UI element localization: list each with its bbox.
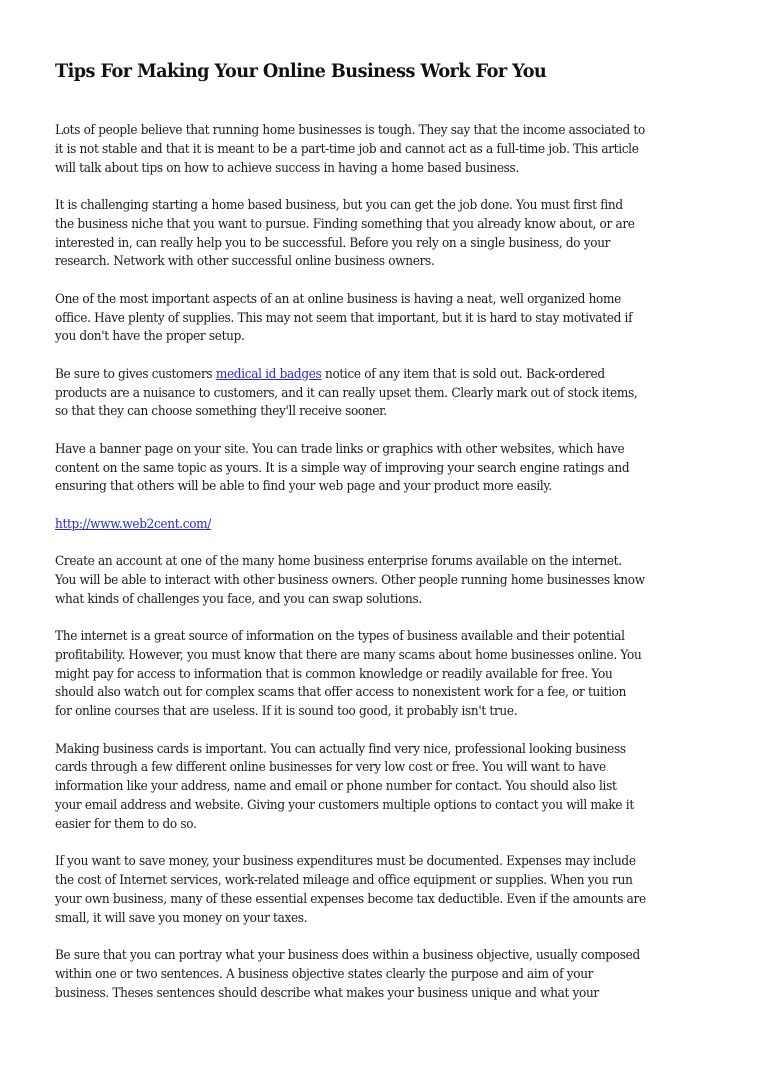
paragraph-customers [55,366,735,422]
paragraph [55,122,735,178]
paragraph [55,197,735,272]
text-line [55,366,687,385]
paragraph-banner [55,441,735,497]
text-line: interested in, can really help you to be successful. Before you rely on a single business, do your [55,235,611,251]
paragraph [55,628,735,722]
text-line: It is challenging starting a home based business, but you can get the job done. You must first find [55,197,623,213]
text-segment: notice of any item that is sold out. Back-ordered [321,366,605,382]
text-line: information like your address, name and email or phone number for contact. You should also list [55,779,617,795]
text-line: your email address and website. Giving your customers multiple options to contact you will make it [55,798,634,814]
text-line: small, it will save you money on your taxes. [55,910,308,926]
document-page [55,58,735,1022]
text-line: it is not stable and that it is meant to be a part-time job and cannot act as a full-time job. This article [55,141,639,157]
text-line: Have a banner page on your site. You can trade links or graphics with other websites, which have [55,441,625,457]
text-line: will talk about tips on how to achieve success in having a home based business. [55,160,519,176]
text-line: If you want to save money, your business expenditures must be documented. Expenses may include [55,854,636,870]
text-line: within one or two sentences. A business objective states clearly the purpose and aim of your [55,966,594,982]
text-line: might pay for access to information that is common knowledge or readily available for free. You [55,666,613,682]
text-line: products are a nuisance to customers, and it can really upset them. Clearly mark out of stock items, [55,385,638,401]
text-line: what kinds of challenges you face, and you can swap solutions. [55,591,422,607]
paragraph [55,741,735,835]
text-line: Lots of people believe that running home businesses is tough. They say that the income associated to [55,123,645,138]
paragraph [55,853,735,928]
text-line: One of the most important aspects of an at online business is having a neat, well organized home [55,291,621,307]
text-line: for online courses that are useless. If it is sound too good, it probably isn't true. [55,704,518,720]
text-line: business. Theses sentences should describe what makes your business unique and what your [55,985,599,1001]
paragraph [55,947,735,1003]
text-line: The internet is a great source of information on the types of business available and their potential [55,629,625,645]
medical-id-badges-link[interactable]: medical id badges [215,366,322,382]
text-line: profitability. However, you must know that there are many scams about home businesses online. You [55,647,642,663]
text-line: the cost of Internet services, work-related mileage and office equipment or supplies. When you run [55,873,633,889]
text-line: office. Have plenty of supplies. This may not seem that important, but it is hard to stay motivated if [55,310,633,326]
text-line: ensuring that others will be able to find your web page and your product more easily. [55,479,552,495]
text-line: you don't have the proper setup. [55,329,245,345]
paragraph [55,553,735,609]
text-line: should also watch out for complex scams that offer access to nonexistent work for a fee, or tuition [55,685,627,701]
text-line: so that they can choose something they'll receive sooner. [55,404,387,420]
web2cent-link[interactable]: http://www.web2cent.com/ [55,516,212,532]
text-line: the business niche that you want to pursue. Finding something that you already know about, or are [55,216,635,232]
url-paragraph [55,516,735,535]
text-line: easier for them to do so. [55,816,197,832]
text-line: cards through a few different online businesses for very low cost or free. You will want to have [55,760,606,776]
text-line: Create an account at one of the many home business enterprise forums available on the internet. [55,554,622,570]
text-line: research. Network with other successful online business owners. [55,254,435,270]
document-title: Tips For Making Your Online Business Work For You [55,60,547,82]
text-line: Be sure that you can portray what your business does within a business objective, usually composed [55,948,640,964]
text-line: Making business cards is important. You can actually find very nice, professional looking business [55,741,626,757]
text-line: content on the same topic as yours. It is a simple way of improving your search engine ratings and [55,460,630,476]
text-line: You will be able to interact with other business owners. Other people running home businesses know [55,572,645,588]
text-line: your own business, many of these essential expenses become tax deductible. Even if the amounts are [55,891,646,907]
text-segment: Be sure to gives customers [55,366,216,382]
paragraph [55,291,735,347]
